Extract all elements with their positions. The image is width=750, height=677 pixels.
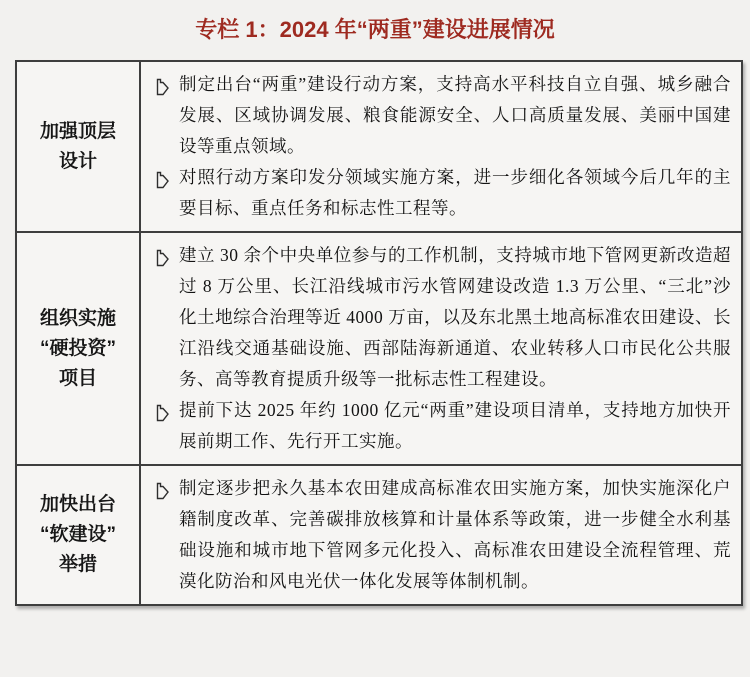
row-content: [141, 233, 741, 464]
list-item: [147, 162, 731, 224]
progress-table: [15, 60, 743, 606]
bullet-text: 建立 30 余个中央单位参与的工作机制，支持城市地下管网更新改造超过 8 万公里、长江沿线城市污水管网建设改造 1.3 万公里、“三北”沙化土地综合治理等近 4000 万亩，以及东北黑土地高标准农田建设、长江沿线交通基础设施、西部陆海新通道、农业转移人口市民化公共服务、高等教育提质升级等一批标志性工程建设。: [179, 245, 731, 389]
list-item: [147, 69, 731, 162]
row-label-hard-investment: [17, 233, 141, 464]
row-label-soft-construction: [17, 466, 141, 604]
row-label-top-level-design: [17, 62, 141, 231]
row-content: [141, 466, 741, 604]
row-label-line: “硬投资”: [39, 337, 116, 359]
page-title: 专栏 1：2024 年“两重”建设进展情况: [195, 17, 555, 42]
bullet-text: 对照行动方案印发分领域实施方案，进一步细化各领域今后几年的主要目标、重点任务和标志性工程等。: [179, 167, 731, 218]
list-item: [147, 240, 731, 395]
row-label-line: 举措: [58, 554, 97, 575]
bullet-pentagon-icon: [147, 162, 179, 191]
table-row: [17, 62, 741, 231]
table-row: [17, 464, 741, 604]
list-item: [147, 395, 731, 457]
row-content: [141, 62, 741, 231]
bullet-text: 制定逐步把永久基本农田建成高标准农田实施方案，加快实施深化户籍制度改革、完善碳排放核算和计量体系等政策，进一步健全水利基础设施和城市地下管网多元化投入、高标准农田建设全流程管理、荒漠化防治和风电光伏一体化发展等体制机制。: [179, 478, 731, 591]
bullet-text: 制定出台“两重”建设行动方案，支持高水平科技自立自强、城乡融合发展、区域协调发展、粮食能源安全、人口高质量发展、美丽中国建设等重点领域。: [179, 74, 731, 156]
table-row: [17, 231, 741, 464]
bullet-pentagon-icon: [147, 69, 179, 98]
row-label-line: 加强顶层: [39, 120, 116, 142]
row-label-line: 加快出台: [39, 494, 116, 515]
bullet-pentagon-icon: [147, 395, 179, 424]
row-label-line: 设计: [58, 150, 97, 172]
bullet-pentagon-icon: [147, 240, 179, 269]
list-item: [147, 473, 731, 597]
bullet-pentagon-icon: [147, 473, 179, 502]
row-label-line: “软建设”: [39, 524, 116, 545]
bullet-text: 提前下达 2025 年约 1000 亿元“两重”建设项目清单，支持地方加快开展前期工作、先行开工实施。: [179, 400, 731, 451]
row-label-line: 项目: [58, 367, 97, 389]
row-label-line: 组织实施: [39, 307, 116, 329]
